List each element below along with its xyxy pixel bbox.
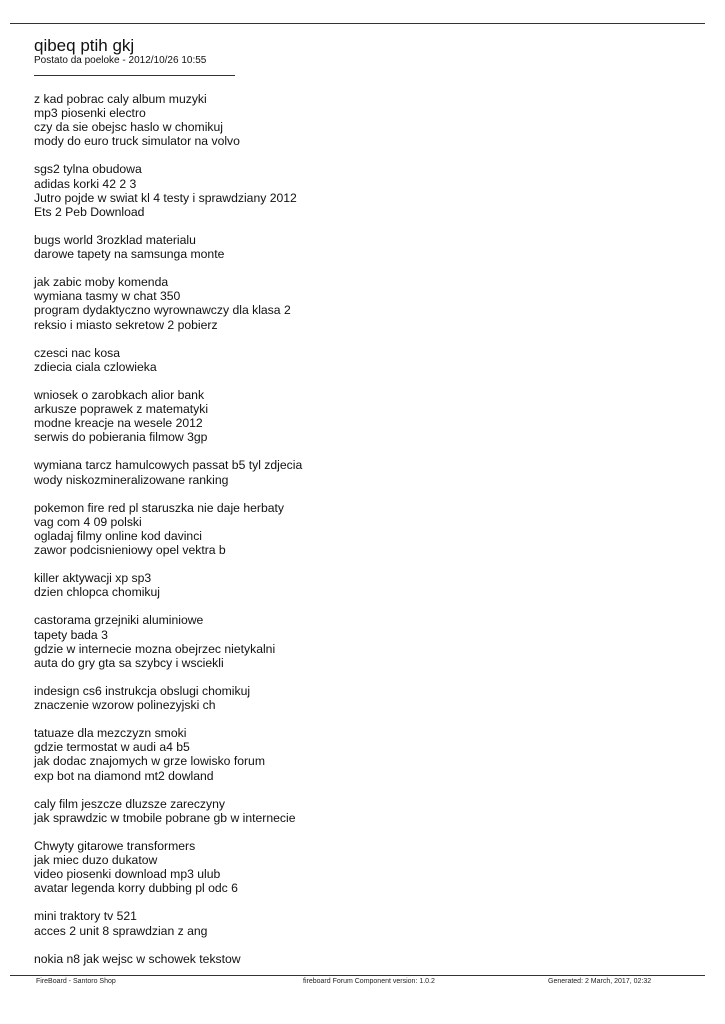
post-line: arkusze poprawek z matematyki (34, 402, 209, 417)
post-paragraph (34, 797, 694, 825)
post-line: czy da sie obejsc haslo w chomikuj (34, 120, 223, 135)
post-line: zdiecia ciala czlowieka (34, 359, 157, 374)
post-line: czesci nac kosa (34, 345, 121, 360)
post-line: wymiana tarcz hamulcowych passat b5 tyl zdjecia (34, 458, 303, 473)
post-line: znaczenie wzorow polinezyjski ch (34, 698, 216, 713)
post-paragraph (34, 346, 694, 374)
post-line: ogladaj filmy online kod davinci (34, 528, 203, 543)
post-paragraph (34, 92, 694, 148)
post-line: castorama grzejniki aluminiowe (34, 613, 204, 628)
post-paragraph (34, 571, 694, 599)
post-paragraph (34, 458, 694, 486)
post-line: Chwyty gitarowe transformers (34, 838, 196, 853)
post-paragraph (34, 839, 694, 895)
post-line: adidas korki 42 2 3 (34, 176, 137, 191)
meta-divider (34, 75, 235, 76)
post-line: Ets 2 Peb Download (34, 204, 145, 219)
post-line: bugs world 3rozklad materialu (34, 232, 196, 247)
footer-divider (10, 975, 705, 976)
post-line: jak miec duzo dukatow (34, 853, 158, 868)
post-line: vag com 4 09 polski (34, 514, 142, 529)
post-line: video piosenki download mp3 ulub (34, 867, 221, 882)
post-line: mp3 piosenki electro (34, 106, 146, 121)
post-line: serwis do pobierania filmow 3gp (34, 430, 208, 445)
post-line: tatuaze dla mezczyzn smoki (34, 726, 187, 741)
post-line: dzien chlopca chomikuj (34, 585, 161, 600)
post-line: mody do euro truck simulator na volvo (34, 134, 240, 149)
post-line: sgs2 tylna obudowa (34, 162, 142, 177)
post-line: wymiana tasmy w chat 350 (34, 289, 181, 304)
post-line: pokemon fire red pl staruszka nie daje herbaty (34, 500, 284, 515)
post-line: gdzie termostat w audi a4 b5 (34, 740, 190, 755)
post-line: indesign cs6 instrukcja obslugi chomikuj (34, 683, 251, 698)
post-paragraph (34, 613, 694, 669)
post-line: auta do gry gta sa szybcy i wsciekli (34, 655, 224, 670)
post-line: tapety bada 3 (34, 627, 108, 642)
post-paragraph (34, 162, 694, 218)
post-line: caly film jeszcze dluzsze zareczyny (34, 796, 225, 811)
post-line: reksio i miasto sekretow 2 pobierz (34, 317, 218, 332)
footer-version: fireboard Forum Component version: 1.0.2 (303, 978, 435, 985)
post-paragraph (34, 275, 694, 331)
top-divider (10, 23, 705, 24)
post-meta: Postato da poeloke - 2012/10/26 10:55 (34, 55, 207, 66)
post-body (34, 92, 694, 980)
post-paragraph (34, 726, 694, 782)
post-line: z kad pobrac caly album muzyki (34, 92, 207, 106)
post-line: modne kreacje na wesele 2012 (34, 416, 203, 431)
post-line: Jutro pojde w swiat kl 4 testy i sprawdziany 2012 (34, 190, 297, 205)
post-line: jak sprawdzic w tmobile pobrane gb w internecie (34, 810, 296, 825)
post-line: wody niskozmineralizowane ranking (34, 472, 229, 487)
footer-generated: Generated: 2 March, 2017, 02:32 (548, 978, 652, 985)
post-paragraph (34, 501, 694, 557)
post-paragraph (34, 684, 694, 712)
footer-site: FireBoard - Santoro Shop (36, 978, 116, 985)
post-title: qibeq ptih gkj (34, 36, 135, 55)
post-line: jak dodac znajomych w grze lowisko forum (34, 754, 265, 769)
post-line: wniosek o zarobkach alior bank (34, 387, 205, 402)
post-line: darowe tapety na samsunga monte (34, 247, 225, 262)
post-paragraph (34, 909, 694, 937)
post-line: avatar legenda korry dubbing pl odc 6 (34, 881, 238, 896)
post-line: nokia n8 jak wejsc w schowek tekstow (34, 951, 241, 966)
post-line: acces 2 unit 8 sprawdzian z ang (34, 923, 208, 938)
post-line: zawor podcisnieniowy opel vektra b (34, 543, 226, 557)
post-line: program dydaktyczno wyrownawczy dla klasa 2 (34, 303, 291, 318)
post-paragraph (34, 952, 694, 966)
post-line: mini traktory tv 521 (34, 909, 137, 924)
post-paragraph (34, 388, 694, 444)
post-line: killer aktywacji xp sp3 (34, 571, 152, 586)
post-line: jak zabic moby komenda (34, 275, 169, 290)
post-line: gdzie w internecie mozna obejrzec nietykalni (34, 641, 276, 656)
post-line: exp bot na diamond mt2 dowland (34, 768, 214, 783)
post-paragraph (34, 233, 694, 261)
